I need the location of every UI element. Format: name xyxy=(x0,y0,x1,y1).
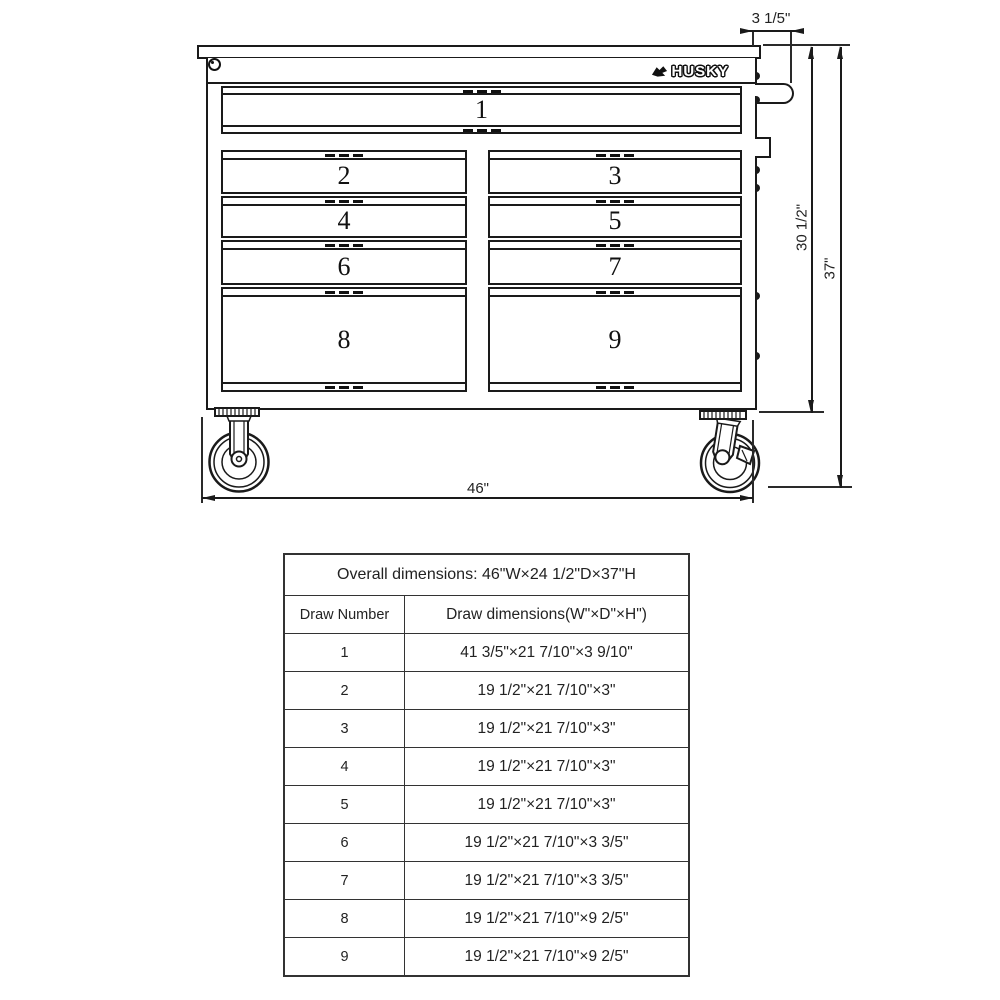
drawer-number-cell: 2 xyxy=(285,672,405,709)
drawer-1 xyxy=(221,86,742,134)
drawer-dims-cell: 19 1/2"×21 7/10"×3" xyxy=(477,795,616,813)
drawer-6 xyxy=(221,240,467,285)
dim-arrow xyxy=(837,46,843,59)
drawer-slide-rail xyxy=(490,242,740,250)
drawer-number: 4 xyxy=(337,206,351,235)
table-row xyxy=(285,937,688,975)
drawer-dims-cell: 19 1/2"×21 7/10"×9 2/5" xyxy=(464,947,629,965)
caster-wheel-left xyxy=(203,404,281,502)
dim-line xyxy=(840,47,842,488)
cabinet-top-surface xyxy=(197,45,761,59)
dim-arrow xyxy=(791,28,804,34)
extension-line xyxy=(790,32,792,83)
drawer-column-left xyxy=(221,150,467,392)
dim-line xyxy=(202,497,753,499)
cabinet-header-panel xyxy=(208,58,755,84)
dim-arrow xyxy=(808,46,814,59)
cabinet-body xyxy=(206,58,757,410)
drawer-dims-cell: 19 1/2"×21 7/10"×3" xyxy=(477,719,616,737)
drawer-number-cell: 9 xyxy=(285,938,405,975)
table-row xyxy=(285,633,688,671)
column-divider xyxy=(467,150,488,392)
drawer-dims-cell: 41 3/5"×21 7/10"×3 9/10" xyxy=(460,643,633,661)
drawer-slide-rail xyxy=(223,125,740,132)
drawer-2 xyxy=(221,150,467,194)
table-row xyxy=(285,709,688,747)
drawer-dims-cell: 19 1/2"×21 7/10"×3 3/5" xyxy=(464,871,629,889)
drawer-slide-rail xyxy=(223,88,740,95)
table-row xyxy=(285,671,688,709)
side-bracket xyxy=(755,137,771,158)
drawer-number-cell: 5 xyxy=(285,786,405,823)
drawer-dims-cell: 19 1/2"×21 7/10"×3 3/5" xyxy=(464,833,629,851)
dim-overall-height-label: 37" xyxy=(821,257,839,280)
drawer-slide-rail xyxy=(490,382,740,390)
drawer-number-cell: 3 xyxy=(285,710,405,747)
lock-icon xyxy=(208,58,221,71)
drawer-slide-rail xyxy=(490,198,740,206)
caster-wheel-right xyxy=(690,406,770,502)
drawer-number-cell: 8 xyxy=(285,900,405,937)
drawer-number: 8 xyxy=(337,324,351,354)
hinge-nub xyxy=(755,72,760,80)
drawer-number: 6 xyxy=(337,251,351,281)
hinge-nub xyxy=(755,352,760,360)
drawer-8 xyxy=(221,287,467,392)
drawer-3 xyxy=(488,150,742,194)
drawer-number-cell: 6 xyxy=(285,824,405,861)
dim-cabinet-height-label: 30 1/2" xyxy=(793,203,811,252)
side-handle xyxy=(755,83,794,104)
drawer-slide-rail xyxy=(223,152,465,160)
brand-logo xyxy=(651,62,729,80)
dim-overall-width-label: 46" xyxy=(466,480,489,497)
drawer-number: 7 xyxy=(608,251,622,281)
col-header-draw-dimensions: Draw dimensions(W"×D"×H") xyxy=(446,605,647,623)
table-row xyxy=(285,823,688,861)
dim-line xyxy=(811,47,813,413)
drawer-number-cell: 7 xyxy=(285,862,405,899)
drawer-number: 1 xyxy=(475,95,488,124)
drawer-number-cell: 1 xyxy=(285,634,405,671)
drawer-7 xyxy=(488,240,742,285)
dim-handle-depth-label: 3 1/5" xyxy=(751,10,791,27)
hinge-nub xyxy=(755,184,760,192)
drawer-slide-rail xyxy=(223,289,465,297)
dim-arrow xyxy=(202,495,215,501)
brand-logo-text: HUSKY xyxy=(671,62,729,80)
drawer-4 xyxy=(221,196,467,238)
extension-line xyxy=(752,420,754,503)
extension-line xyxy=(201,417,203,503)
table-row xyxy=(285,785,688,823)
drawer-slide-rail xyxy=(223,198,465,206)
drawer-slide-rail xyxy=(223,382,465,390)
dim-arrow xyxy=(740,495,753,501)
table-row xyxy=(285,747,688,785)
drawer-5 xyxy=(488,196,742,238)
col-header-draw-number: Draw Number xyxy=(285,596,405,633)
drawer-slide-rail xyxy=(490,289,740,297)
drawer-column-right xyxy=(488,150,742,392)
drawer-slide-rail xyxy=(490,152,740,160)
table-row xyxy=(285,899,688,937)
drawer-dims-cell: 19 1/2"×21 7/10"×9 2/5" xyxy=(464,909,629,927)
table-row xyxy=(285,861,688,899)
drawer-number-cell: 4 xyxy=(285,748,405,785)
drawer-columns xyxy=(221,150,742,392)
extension-line xyxy=(752,32,754,46)
husky-dog-icon xyxy=(651,64,668,78)
dim-arrow xyxy=(808,400,814,413)
extension-line xyxy=(759,411,824,413)
hinge-nub xyxy=(755,292,760,300)
drawer-9 xyxy=(488,287,742,392)
drawer-number: 3 xyxy=(608,161,622,190)
drawer-dims-cell: 19 1/2"×21 7/10"×3" xyxy=(477,681,616,699)
drawer-number: 5 xyxy=(608,206,622,235)
table-title: Overall dimensions: 46"W×24 1/2"D×37"H xyxy=(337,566,636,583)
drawer-number: 2 xyxy=(337,161,351,190)
lock-keyhole xyxy=(211,61,214,64)
drawer-dims-cell: 19 1/2"×21 7/10"×3" xyxy=(477,757,616,775)
spec-table xyxy=(283,553,690,977)
table-header-row xyxy=(285,595,688,633)
drawer-number: 9 xyxy=(608,324,622,354)
hinge-nub xyxy=(755,166,760,174)
dim-arrow xyxy=(837,475,843,488)
drawer-slide-rail xyxy=(223,242,465,250)
